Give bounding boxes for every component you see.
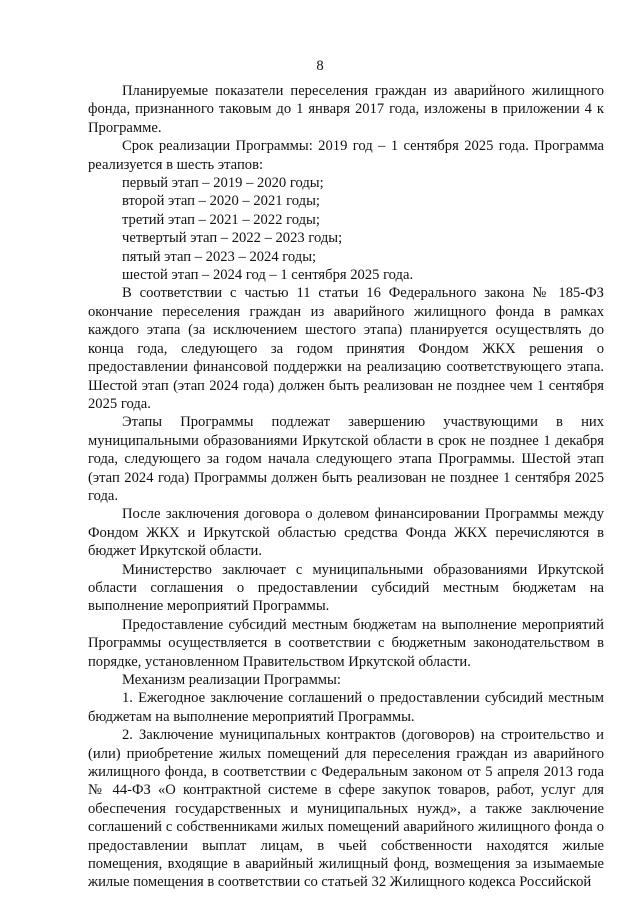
document-body xyxy=(88,82,604,892)
stage-item: пятый этап – 2023 – 2024 годы; xyxy=(122,248,317,265)
paragraph-mechanism-heading: Механизм реализации Программы: xyxy=(122,672,341,688)
paragraph-funding-agreement: После заключения договора о долевом финансировании Программы между Фондом ЖКХ и Иркутской областью средства Фонда ЖКХ перечисляются в бюджет Иркутской области. xyxy=(88,506,604,560)
paragraph-stage-completion: Этапы Программы подлежат завершению участвующими в них муниципальными образованиями Иркутской области в срок не позднее 1 декабря года, следующего за годом начала следующего этапа Программы. Шестой этап (этап 2024 года) Программы должен быть реализован не позднее 1 сентября 2025 года. xyxy=(88,414,604,504)
paragraph-mechanism-item-2: 2. Заключение муниципальных контрактов (договоров) на строительство и (или) приобретение жилых помещений для переселения граждан из аварийного жилищного фонда, в соответствии с Федеральным законом от 5 апреля 2013 года № 44-ФЗ «О контрактной системе в сфере закупок товаров, работ, услуг для обеспечения государственных и муниципальных нужд», а также заключение соглашений с собственниками жилых помещений аварийного жилищного фонда о предоставлении выплат лицам, в чьей собственности находятся жилые помещения, входящие в аварийный жилищный фонд, возмещения за изымаемые жилые помещения в соответствии со статьей 32 Жилищного кодекса Российской xyxy=(88,727,604,891)
paragraph-subsidies: Предоставление субсидий местным бюджетам на выполнение мероприятий Программы осуществляется в соответствии с бюджетным законодательством в порядке, установленном Правительством Иркутской области. xyxy=(88,616,604,670)
page-number: 8 xyxy=(316,58,324,74)
paragraph-implementation-period: Срок реализации Программы: 2019 год – 1 сентября 2025 года. Программа реализуется в шесть этапов: xyxy=(88,138,604,173)
paragraph-ministry-agreements: Министерство заключает с муниципальными образованиями Иркутской области соглашения о предоставлении субсидий местным бюджетам на выполнение мероприятий Программы. xyxy=(88,561,604,615)
stage-item: третий этап – 2021 – 2022 годы; xyxy=(122,211,320,228)
paragraph-mechanism-item-1: 1. Ежегодное заключение соглашений о предоставлении субсидий местным бюджетам на выполнение мероприятий Программы. xyxy=(88,690,604,725)
stage-item: второй этап – 2020 – 2021 годы; xyxy=(122,193,320,210)
stages-list xyxy=(88,174,604,284)
stage-item: первый этап – 2019 – 2020 годы; xyxy=(122,175,324,192)
paragraph-federal-law-185: В соответствии с частью 11 статьи 16 Федерального закона № 185-ФЗ окончание переселения граждан из аварийного жилищного фонда в рамках каждого этапа (за исключением шестого этапа) планируется осуществлять до конца года, следующего за годом принятия Фондом ЖКХ решения о предоставлении финансовой поддержки на реализацию соответствующего этапа. Шестой этап (этап 2024 года) должен быть реализован не позднее чем 1 сентября 2025 года. xyxy=(88,285,604,412)
stage-item: четвертый этап – 2022 – 2023 годы; xyxy=(122,230,343,247)
paragraph-planned-indicators: Планируемые показатели переселения граждан из аварийного жилищного фонда, признанного таковым до 1 января 2017 года, изложены в приложении 4 к Программе. xyxy=(88,83,604,136)
stage-item: шестой этап – 2024 год – 1 сентября 2025 года. xyxy=(122,267,414,284)
